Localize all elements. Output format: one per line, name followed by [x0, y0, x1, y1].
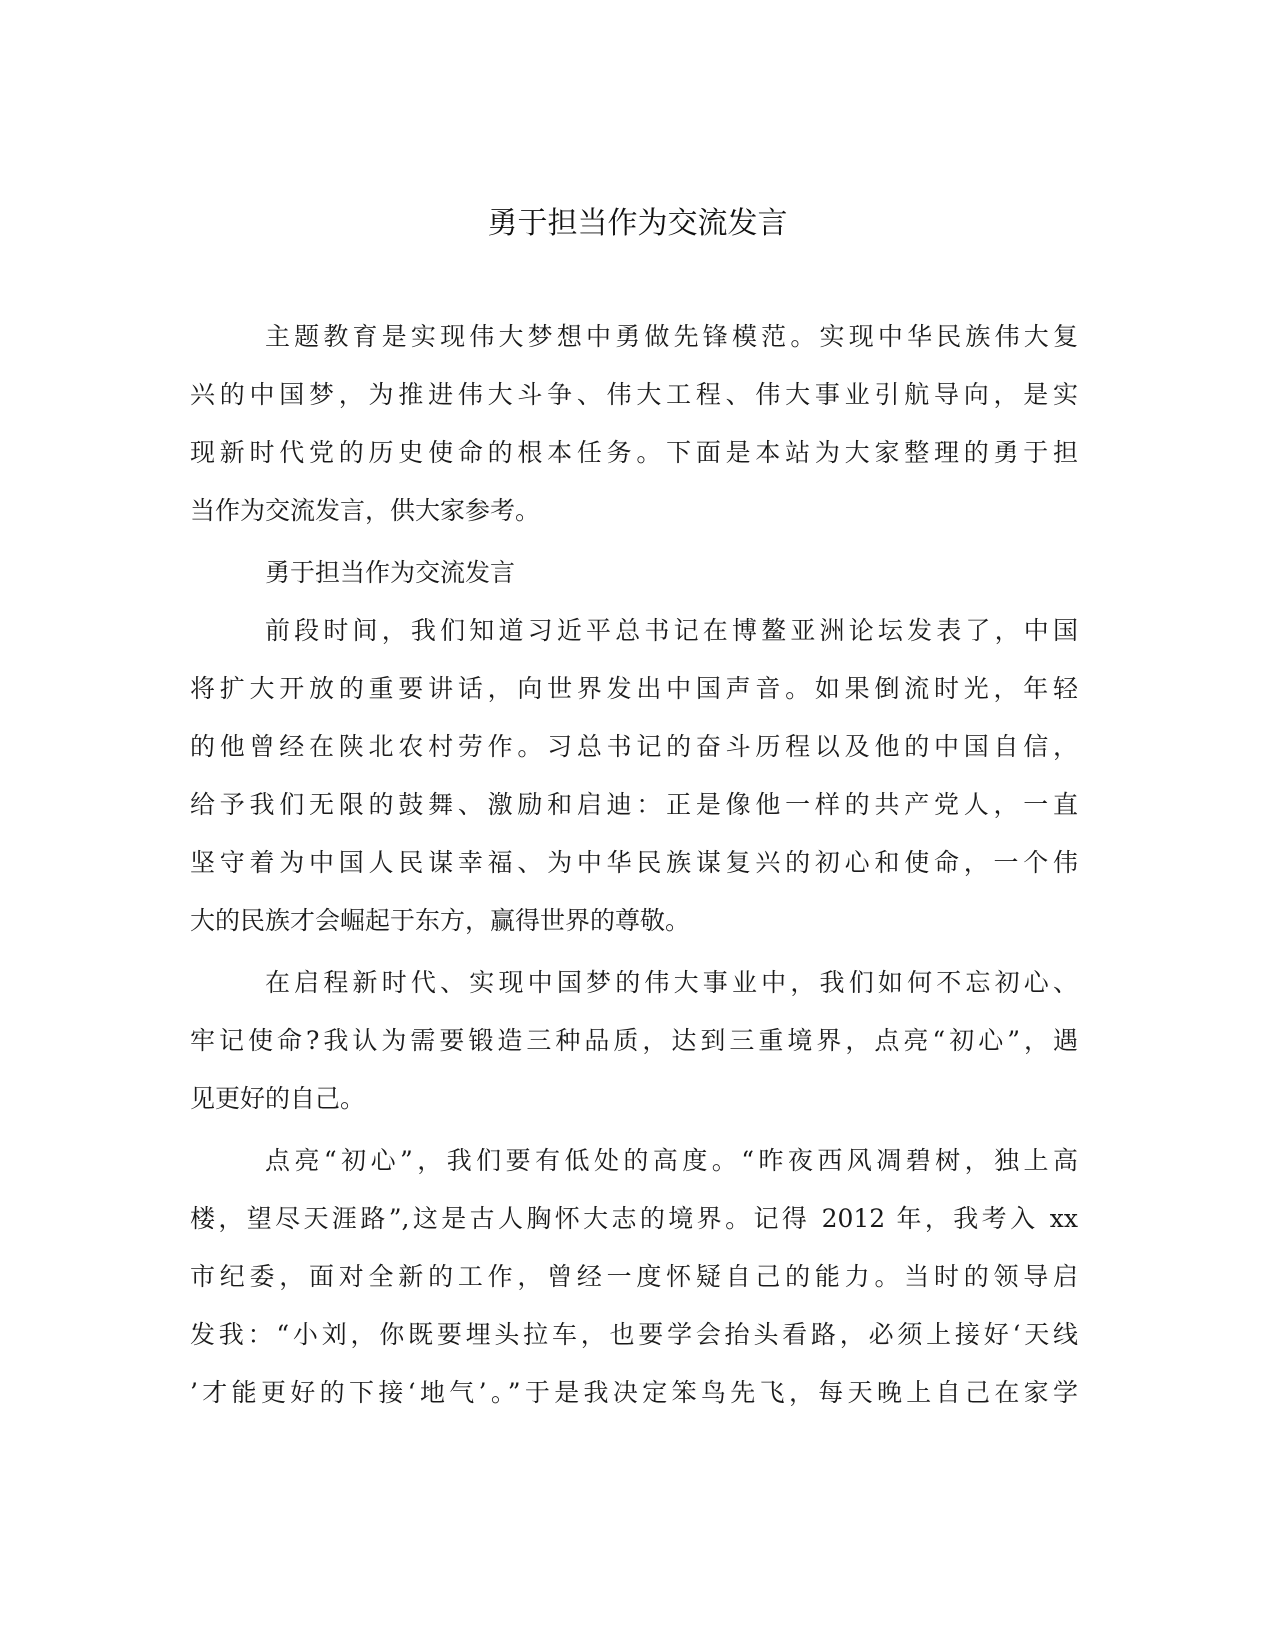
paragraph-line: 的他曾经在陕北农村劳作。习总书记的奋斗历程以及他的中国自信，	[190, 732, 1078, 761]
paragraph-line: 兴的中国梦，为推进伟大斗争、伟大工程、伟大事业引航导向，是实	[190, 380, 1078, 409]
section-heading: 勇于担当作为交流发言	[265, 558, 516, 587]
paragraph-line: 主题教育是实现伟大梦想中勇做先锋模范。实现中华民族伟大复	[265, 322, 1078, 351]
paragraph-line: 现新时代党的历史使命的根本任务。下面是本站为大家整理的勇于担	[190, 438, 1078, 467]
paragraph-line: 坚守着为中国人民谋幸福、为中华民族谋复兴的初心和使命，一个伟	[190, 848, 1078, 877]
paragraph-line: 楼，望尽天涯路”,这是古人胸怀大志的境界。记得 2012 年，我考入 xx	[190, 1204, 1078, 1233]
paragraph-line: 给予我们无限的鼓舞、激励和启迪：正是像他一样的共产党人，一直	[190, 790, 1078, 819]
paragraph-line: 大的民族才会崛起于东方，赢得世界的尊敬。	[190, 906, 691, 935]
paragraph-line: ’才能更好的下接‘地气’。”于是我决定笨鸟先飞，每天晚上自己在家学	[190, 1378, 1078, 1407]
paragraph-line: 当作为交流发言，供大家参考。	[190, 496, 541, 525]
paragraph-line: 牢记使命?我认为需要锻造三种品质，达到三重境界，点亮“初心”，遇	[190, 1026, 1078, 1055]
paragraph-line: 在启程新时代、实现中国梦的伟大事业中，我们如何不忘初心、	[265, 968, 1078, 997]
paragraph-line: 点亮“初心”，我们要有低处的高度。“昨夜西风凋碧树，独上高	[265, 1146, 1078, 1175]
paragraph-line: 发我：“小刘，你既要埋头拉车，也要学会抬头看路，必须上接好‘天线	[190, 1320, 1078, 1349]
paragraph-line: 见更好的自己。	[190, 1084, 366, 1113]
paragraph-line: 前段时间，我们知道习近平总书记在博鳌亚洲论坛发表了，中国	[265, 616, 1078, 645]
paragraph-line: 市纪委，面对全新的工作，曾经一度怀疑自己的能力。当时的领导启	[190, 1262, 1078, 1291]
document-title: 勇于担当作为交流发言	[487, 206, 788, 241]
paragraph-line: 将扩大开放的重要讲话，向世界发出中国声音。如果倒流时光，年轻	[190, 674, 1078, 703]
